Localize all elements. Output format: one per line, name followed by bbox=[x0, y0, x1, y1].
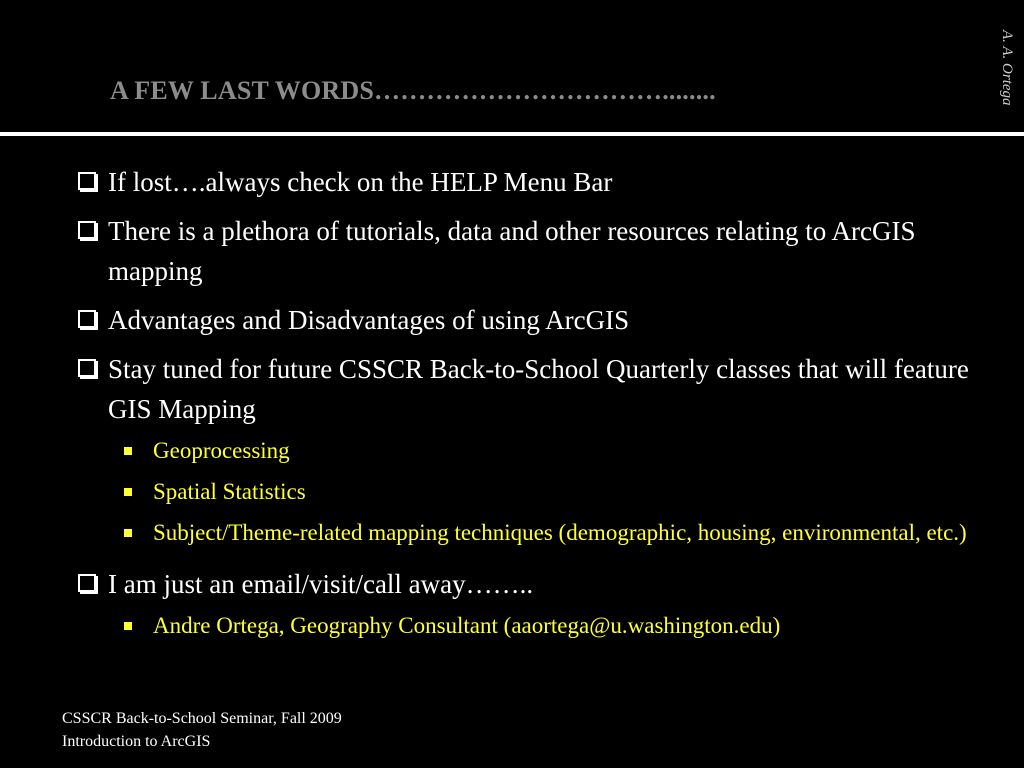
sub-bullet-text: Spatial Statistics bbox=[153, 479, 306, 504]
sub-bullet-text: Subject/Theme-related mapping techniques (demographic, housing, environmental, etc.) bbox=[153, 520, 967, 545]
side-author-label: A. A. Ortega bbox=[999, 30, 1015, 106]
bullet-text: I am just an email/visit/call away…….. bbox=[108, 569, 534, 599]
square-bullet-icon bbox=[124, 447, 132, 455]
sub-bullet-item bbox=[76, 475, 976, 509]
sub-bullet-item bbox=[76, 434, 976, 468]
bullet-text: Advantages and Disadvantages of using ArcGIS bbox=[108, 305, 630, 335]
bullet-item bbox=[76, 564, 976, 604]
title-divider bbox=[0, 132, 1024, 136]
sub-bullet-text: Andre Ortega, Geography Consultant (aaortega@u.washington.edu) bbox=[153, 613, 781, 638]
checkbox-bullet-icon bbox=[78, 172, 96, 190]
slide-title: A FEW LAST WORDS……………………………........ bbox=[110, 76, 716, 105]
sub-bullet-item bbox=[76, 609, 976, 643]
footer-line-seminar: CSSCR Back-to-School Seminar, Fall 2009 bbox=[62, 710, 342, 727]
bullet-text: If lost….always check on the HELP Menu Bar bbox=[108, 167, 613, 197]
checkbox-bullet-icon bbox=[78, 221, 96, 239]
sub-bullet-text: Geoprocessing bbox=[153, 438, 290, 463]
square-bullet-icon bbox=[124, 622, 132, 630]
checkbox-bullet-icon bbox=[78, 574, 96, 592]
bullet-list bbox=[76, 162, 976, 650]
square-bullet-icon bbox=[124, 488, 132, 496]
bullet-item bbox=[76, 211, 976, 291]
bullet-item bbox=[76, 300, 976, 340]
bullet-text: Stay tuned for future CSSCR Back-to-School Quarterly classes that will feature GIS Mapping bbox=[108, 354, 969, 424]
bullet-text: There is a plethora of tutorials, data and other resources relating to ArcGIS mapping bbox=[108, 216, 916, 286]
slide-footer bbox=[62, 707, 342, 753]
sub-bullet-item bbox=[76, 516, 976, 550]
square-bullet-icon bbox=[124, 529, 132, 537]
checkbox-bullet-icon bbox=[78, 310, 96, 328]
footer-line-course: Introduction to ArcGIS bbox=[62, 733, 211, 750]
bullet-item bbox=[76, 349, 976, 429]
checkbox-bullet-icon bbox=[78, 359, 96, 377]
bullet-item bbox=[76, 162, 976, 202]
